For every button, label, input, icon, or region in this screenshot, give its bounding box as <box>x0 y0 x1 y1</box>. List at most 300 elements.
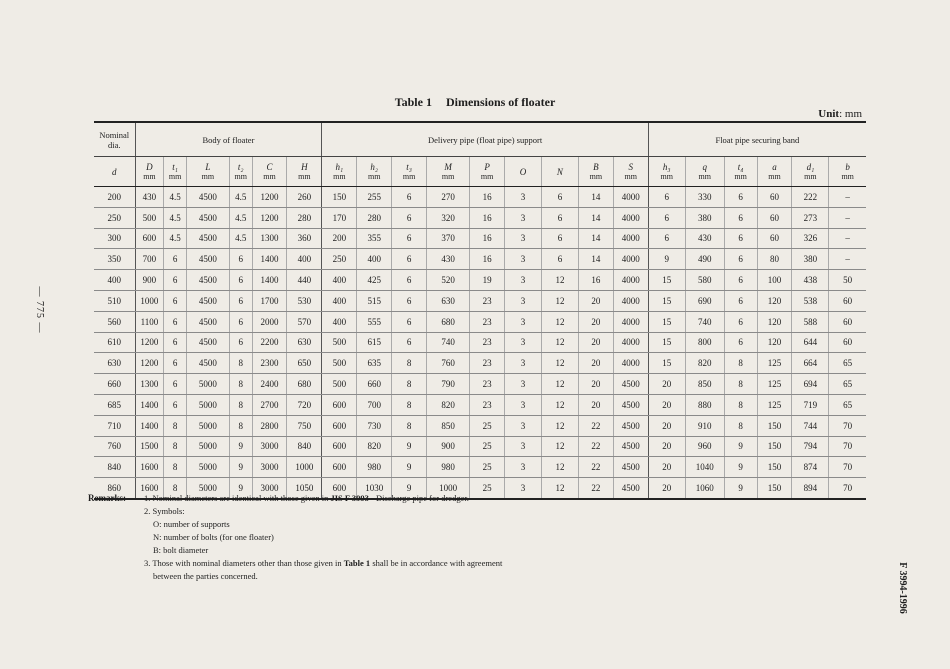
table-cell: 3000 <box>252 478 287 499</box>
table-cell: 15 <box>648 353 685 374</box>
table-cell: 8 <box>392 415 427 436</box>
table-cell: 80 <box>757 249 792 270</box>
table-cell: 20 <box>648 478 685 499</box>
table-cell: 380 <box>792 249 829 270</box>
table-cell: 4500 <box>613 478 648 499</box>
table-cell: 60 <box>829 290 866 311</box>
table-cell: 630 <box>94 353 135 374</box>
table-cell: 260 <box>287 187 322 208</box>
remarks-label: Remarks: <box>88 493 126 503</box>
table-cell: 8 <box>229 394 252 415</box>
table-cell: 6 <box>164 290 187 311</box>
table-cell: 280 <box>287 207 322 228</box>
table-cell: 273 <box>792 207 829 228</box>
table-cell: 5000 <box>186 394 229 415</box>
table-cell: 23 <box>470 332 505 353</box>
col-header: h₁ mm <box>322 157 357 187</box>
table-cell: 170 <box>322 207 357 228</box>
table-cell: 860 <box>94 478 135 499</box>
table-cell: 16 <box>470 228 505 249</box>
table-cell: 280 <box>357 207 392 228</box>
table-cell: 120 <box>757 311 792 332</box>
col-header: t₄ mm <box>724 157 757 187</box>
table-cell: 515 <box>357 290 392 311</box>
table-cell: 15 <box>648 270 685 291</box>
table-cell: 6 <box>724 311 757 332</box>
table-row <box>94 311 866 332</box>
table-cell: 3 <box>505 207 542 228</box>
table-cell: 3 <box>505 457 542 478</box>
table-cell: 16 <box>578 270 613 291</box>
table-cell: 12 <box>541 374 578 395</box>
table-cell: 644 <box>792 332 829 353</box>
table-cell: 250 <box>322 249 357 270</box>
table-cell: 8 <box>724 415 757 436</box>
table-cell: 12 <box>541 415 578 436</box>
table-cell: 700 <box>357 394 392 415</box>
table-cell: 1300 <box>252 228 287 249</box>
table-cell: 8 <box>229 415 252 436</box>
table-cell: 9 <box>724 478 757 499</box>
table-cell: 380 <box>685 207 724 228</box>
table-cell: 200 <box>94 187 135 208</box>
table-cell: 1400 <box>135 394 164 415</box>
table-cell: 1100 <box>135 311 164 332</box>
table-row <box>94 187 866 208</box>
table-cell: 4500 <box>613 436 648 457</box>
group-nominal: Nominal dia. <box>94 122 135 157</box>
table-cell: 8 <box>724 374 757 395</box>
table-cell: 4.5 <box>229 187 252 208</box>
table-cell: 8 <box>229 374 252 395</box>
table-cell: 2700 <box>252 394 287 415</box>
table-cell: 350 <box>94 249 135 270</box>
remark-3-cont: between the parties concerned. <box>153 571 258 581</box>
table-cell: 6 <box>724 290 757 311</box>
table-cell: 65 <box>829 374 866 395</box>
table-cell: 1200 <box>252 187 287 208</box>
table-cell: 425 <box>357 270 392 291</box>
table-cell: 664 <box>792 353 829 374</box>
table-cell: 4000 <box>613 249 648 270</box>
table-cell: 880 <box>685 394 724 415</box>
table-cell: 4000 <box>613 187 648 208</box>
table-cell: 430 <box>427 249 470 270</box>
table-cell: 6 <box>648 187 685 208</box>
table-cell: 4.5 <box>164 228 187 249</box>
table-cell: 660 <box>357 374 392 395</box>
col-header: h₃ mm <box>648 157 685 187</box>
table-cell: 2000 <box>252 311 287 332</box>
table-cell: 4500 <box>613 457 648 478</box>
table-cell: 6 <box>229 270 252 291</box>
table-cell: 200 <box>322 228 357 249</box>
table-cell: 14 <box>578 249 613 270</box>
table-cell: 6 <box>724 249 757 270</box>
table-cell: 355 <box>357 228 392 249</box>
table-cell: 4500 <box>186 353 229 374</box>
table-cell: 744 <box>792 415 829 436</box>
table-cell: 100 <box>757 270 792 291</box>
table-cell: 850 <box>427 415 470 436</box>
table-cell: 70 <box>829 415 866 436</box>
col-header: B mm <box>578 157 613 187</box>
unit-label: Unit <box>818 108 840 120</box>
table-cell: 750 <box>287 415 322 436</box>
remarks-body <box>144 492 644 583</box>
table-cell: 12 <box>541 332 578 353</box>
table-cell: 9 <box>392 436 427 457</box>
table-cell: 6 <box>164 270 187 291</box>
table-cell: 9 <box>392 457 427 478</box>
table-cell: 4000 <box>613 270 648 291</box>
remark-2-b: B: bolt diameter <box>153 545 209 555</box>
table-cell: 3 <box>505 478 542 499</box>
table-row <box>94 290 866 311</box>
col-header: N <box>541 157 578 187</box>
col-header: t₁ mm <box>164 157 187 187</box>
table-cell: 400 <box>287 249 322 270</box>
table-cell: 5000 <box>186 478 229 499</box>
table-row <box>94 228 866 249</box>
table-cell: 800 <box>685 332 724 353</box>
table-cell: 6 <box>229 249 252 270</box>
table-cell: – <box>829 249 866 270</box>
table-cell: 8 <box>724 353 757 374</box>
table-cell: 15 <box>648 290 685 311</box>
col-header: d <box>94 157 135 187</box>
table-cell: 1500 <box>135 436 164 457</box>
table-cell: 820 <box>357 436 392 457</box>
col-header: t₃ mm <box>392 157 427 187</box>
table-cell: 370 <box>427 228 470 249</box>
table-cell: 1000 <box>427 478 470 499</box>
table-cell: 12 <box>541 478 578 499</box>
table-cell: 6 <box>392 290 427 311</box>
table-number: Table 1 <box>394 95 432 109</box>
table-cell: 3 <box>505 228 542 249</box>
table-cell: 9 <box>724 436 757 457</box>
table-cell: 125 <box>757 374 792 395</box>
table-cell: 3 <box>505 394 542 415</box>
table-cell: 760 <box>427 353 470 374</box>
table-cell: 960 <box>685 436 724 457</box>
table-row <box>94 332 866 353</box>
table-cell: 820 <box>685 353 724 374</box>
table-cell: 740 <box>427 332 470 353</box>
table-cell: 3 <box>505 436 542 457</box>
table-cell: 400 <box>357 249 392 270</box>
page-number: — 775 — <box>34 286 45 334</box>
remark-2-n: N: number of bolts (for one floater) <box>153 532 274 542</box>
table-cell: 25 <box>470 478 505 499</box>
table-cell: 400 <box>322 270 357 291</box>
table-cell: 1060 <box>685 478 724 499</box>
table-cell: 20 <box>648 457 685 478</box>
table-cell: 2800 <box>252 415 287 436</box>
table-cell: 1400 <box>252 249 287 270</box>
table-cell: 65 <box>829 394 866 415</box>
table-cell: 3 <box>505 270 542 291</box>
unit-note <box>818 108 862 120</box>
table-cell: 4000 <box>613 332 648 353</box>
table-cell: 20 <box>578 374 613 395</box>
table-cell: 6 <box>392 270 427 291</box>
table-cell: 1200 <box>135 353 164 374</box>
table-cell: 1050 <box>287 478 322 499</box>
table-cell: 600 <box>135 228 164 249</box>
table-cell: 820 <box>427 394 470 415</box>
table-cell: 4500 <box>613 394 648 415</box>
table-cell: 6 <box>541 207 578 228</box>
table-row <box>94 270 866 291</box>
table-cell: 150 <box>757 478 792 499</box>
table-cell: 588 <box>792 311 829 332</box>
table-cell: 250 <box>94 207 135 228</box>
table-cell: 600 <box>322 436 357 457</box>
remark-3: 3. Those with nominal diameters other than those given in Table 1 shall be in accordance with agreement <box>144 558 503 568</box>
table-cell: 500 <box>322 374 357 395</box>
table-cell: 150 <box>757 457 792 478</box>
table-cell: 570 <box>287 311 322 332</box>
table-cell: 4500 <box>613 415 648 436</box>
table-cell: 500 <box>322 332 357 353</box>
table-cell: 6 <box>392 249 427 270</box>
table-cell: 650 <box>287 353 322 374</box>
table-cell: 4500 <box>186 228 229 249</box>
table-row <box>94 436 866 457</box>
table-cell: 4500 <box>186 249 229 270</box>
col-header: q mm <box>685 157 724 187</box>
table-cell: 6 <box>164 249 187 270</box>
table-cell: 20 <box>578 332 613 353</box>
table-cell: 15 <box>648 332 685 353</box>
table-cell: 6 <box>164 353 187 374</box>
table-cell: 4.5 <box>229 228 252 249</box>
table-cell: 270 <box>427 187 470 208</box>
table-cell: 20 <box>578 394 613 415</box>
table-cell: 23 <box>470 311 505 332</box>
table-cell: 4500 <box>613 374 648 395</box>
table-cell: 3 <box>505 374 542 395</box>
col-header: S mm <box>613 157 648 187</box>
table-cell: 4500 <box>186 187 229 208</box>
table-cell: 150 <box>757 415 792 436</box>
remark-1: 1. Nominal diameters are identical with those given in JIS F 3993 - Discharge pipe for dredger. <box>144 493 469 503</box>
table-cell: 4500 <box>186 311 229 332</box>
table-cell: 3000 <box>252 436 287 457</box>
table-cell: 15 <box>648 311 685 332</box>
table-cell: 50 <box>829 270 866 291</box>
table-cell: 5000 <box>186 415 229 436</box>
table-cell: 60 <box>757 207 792 228</box>
table-cell: 8 <box>164 457 187 478</box>
table-cell: 500 <box>135 207 164 228</box>
table-cell: 3000 <box>252 457 287 478</box>
table-cell: 1000 <box>135 290 164 311</box>
table-cell: 6 <box>164 332 187 353</box>
table-cell: 685 <box>94 394 135 415</box>
table-cell: 360 <box>287 228 322 249</box>
table-cell: 700 <box>135 249 164 270</box>
table-cell: 9 <box>648 249 685 270</box>
table-body <box>94 187 866 499</box>
table-cell: 980 <box>357 457 392 478</box>
table-cell: 8 <box>164 478 187 499</box>
table-cell: 4000 <box>613 311 648 332</box>
table-cell: 615 <box>357 332 392 353</box>
table-cell: 5000 <box>186 374 229 395</box>
table-cell: 690 <box>685 290 724 311</box>
table-cell: 12 <box>541 394 578 415</box>
table-cell: 22 <box>578 457 613 478</box>
table-cell: 4000 <box>613 290 648 311</box>
table-cell: 8 <box>164 415 187 436</box>
table-cell: 70 <box>829 478 866 499</box>
table-cell: 16 <box>470 207 505 228</box>
table-cell: 3 <box>505 332 542 353</box>
table-cell: 9 <box>724 457 757 478</box>
dimensions-table <box>94 121 866 500</box>
table-cell: 694 <box>792 374 829 395</box>
table-cell: 22 <box>578 478 613 499</box>
table-cell: 3 <box>505 415 542 436</box>
table-cell: 794 <box>792 436 829 457</box>
table-cell: 2300 <box>252 353 287 374</box>
table-cell: 8 <box>229 353 252 374</box>
table-cell: 560 <box>94 311 135 332</box>
col-header: t₂ mm <box>229 157 252 187</box>
table-cell: 20 <box>648 415 685 436</box>
table-cell: 1200 <box>252 207 287 228</box>
table-row <box>94 457 866 478</box>
table-cell: 6 <box>724 270 757 291</box>
table-cell: 1600 <box>135 478 164 499</box>
table-cell: 222 <box>792 187 829 208</box>
table-cell: 6 <box>164 394 187 415</box>
table-cell: 8 <box>392 353 427 374</box>
table-cell: 1700 <box>252 290 287 311</box>
table-cell: 20 <box>648 374 685 395</box>
table-cell: 60 <box>757 228 792 249</box>
table-cell: 12 <box>541 311 578 332</box>
col-header: a mm <box>757 157 792 187</box>
table-cell: 320 <box>427 207 470 228</box>
table-cell: 60 <box>757 187 792 208</box>
table-cell: 23 <box>470 353 505 374</box>
table-cell: 6 <box>392 332 427 353</box>
table-cell: 430 <box>135 187 164 208</box>
table-cell: 600 <box>322 457 357 478</box>
table-cell: 760 <box>94 436 135 457</box>
table-cell: 4000 <box>613 228 648 249</box>
table-cell: 6 <box>164 311 187 332</box>
table-row <box>94 394 866 415</box>
table-cell: 8 <box>392 374 427 395</box>
table-cell: 6 <box>648 207 685 228</box>
table-cell: 8 <box>724 394 757 415</box>
table-cell: 720 <box>287 394 322 415</box>
table-cell: 3 <box>505 290 542 311</box>
table-cell: 25 <box>470 457 505 478</box>
table-cell: 490 <box>685 249 724 270</box>
table-cell: 719 <box>792 394 829 415</box>
table-cell: 326 <box>792 228 829 249</box>
table-cell: 20 <box>578 311 613 332</box>
col-header: M mm <box>427 157 470 187</box>
table-cell: 6 <box>392 187 427 208</box>
table-cell: 4000 <box>613 353 648 374</box>
table-cell: – <box>829 228 866 249</box>
table-cell: 2400 <box>252 374 287 395</box>
table-cell: 22 <box>578 415 613 436</box>
table-cell: 9 <box>229 436 252 457</box>
table-cell: 400 <box>322 290 357 311</box>
col-header: H mm <box>287 157 322 187</box>
table-cell: 330 <box>685 187 724 208</box>
table-cell: 23 <box>470 374 505 395</box>
table-cell: 430 <box>685 228 724 249</box>
table-cell: 19 <box>470 270 505 291</box>
remark-2: 2. Symbols: <box>144 506 185 516</box>
table-cell: 16 <box>470 187 505 208</box>
table-cell: 4500 <box>186 270 229 291</box>
table-cell: 874 <box>792 457 829 478</box>
group-band: Float pipe securing band <box>648 122 866 157</box>
table-cell: 14 <box>578 207 613 228</box>
table-row <box>94 249 866 270</box>
table-cell: 20 <box>648 436 685 457</box>
table-cell: 4500 <box>186 332 229 353</box>
table-cell: 6 <box>229 311 252 332</box>
table-cell: 790 <box>427 374 470 395</box>
table-cell: 730 <box>357 415 392 436</box>
table-cell: 3 <box>505 353 542 374</box>
table-cell: 710 <box>94 415 135 436</box>
table-cell: 12 <box>541 457 578 478</box>
table-cell: 555 <box>357 311 392 332</box>
table-cell: 850 <box>685 374 724 395</box>
table-cell: 4.5 <box>229 207 252 228</box>
table-cell: 1200 <box>135 332 164 353</box>
table-cell: 60 <box>829 311 866 332</box>
table-cell: 12 <box>541 436 578 457</box>
table-cell: 2200 <box>252 332 287 353</box>
table-cell: 6 <box>724 228 757 249</box>
table-row <box>94 415 866 436</box>
table-cell: 6 <box>229 332 252 353</box>
table-row <box>94 207 866 228</box>
col-header: C mm <box>252 157 287 187</box>
table-cell: 6 <box>541 228 578 249</box>
table-cell: 8 <box>164 436 187 457</box>
table-cell: 6 <box>229 290 252 311</box>
table-cell: 150 <box>322 187 357 208</box>
table-cell: 25 <box>470 415 505 436</box>
table-cell: 510 <box>94 290 135 311</box>
table-cell: 1000 <box>287 457 322 478</box>
group-header-row <box>94 122 866 157</box>
table-cell: 60 <box>829 332 866 353</box>
table-cell: 600 <box>322 415 357 436</box>
table-cell: 1040 <box>685 457 724 478</box>
table-cell: – <box>829 187 866 208</box>
group-delivery: Delivery pipe (float pipe) support <box>322 122 648 157</box>
table-cell: 635 <box>357 353 392 374</box>
table-cell: 610 <box>94 332 135 353</box>
table-cell: 900 <box>427 436 470 457</box>
table-cell: 70 <box>829 436 866 457</box>
